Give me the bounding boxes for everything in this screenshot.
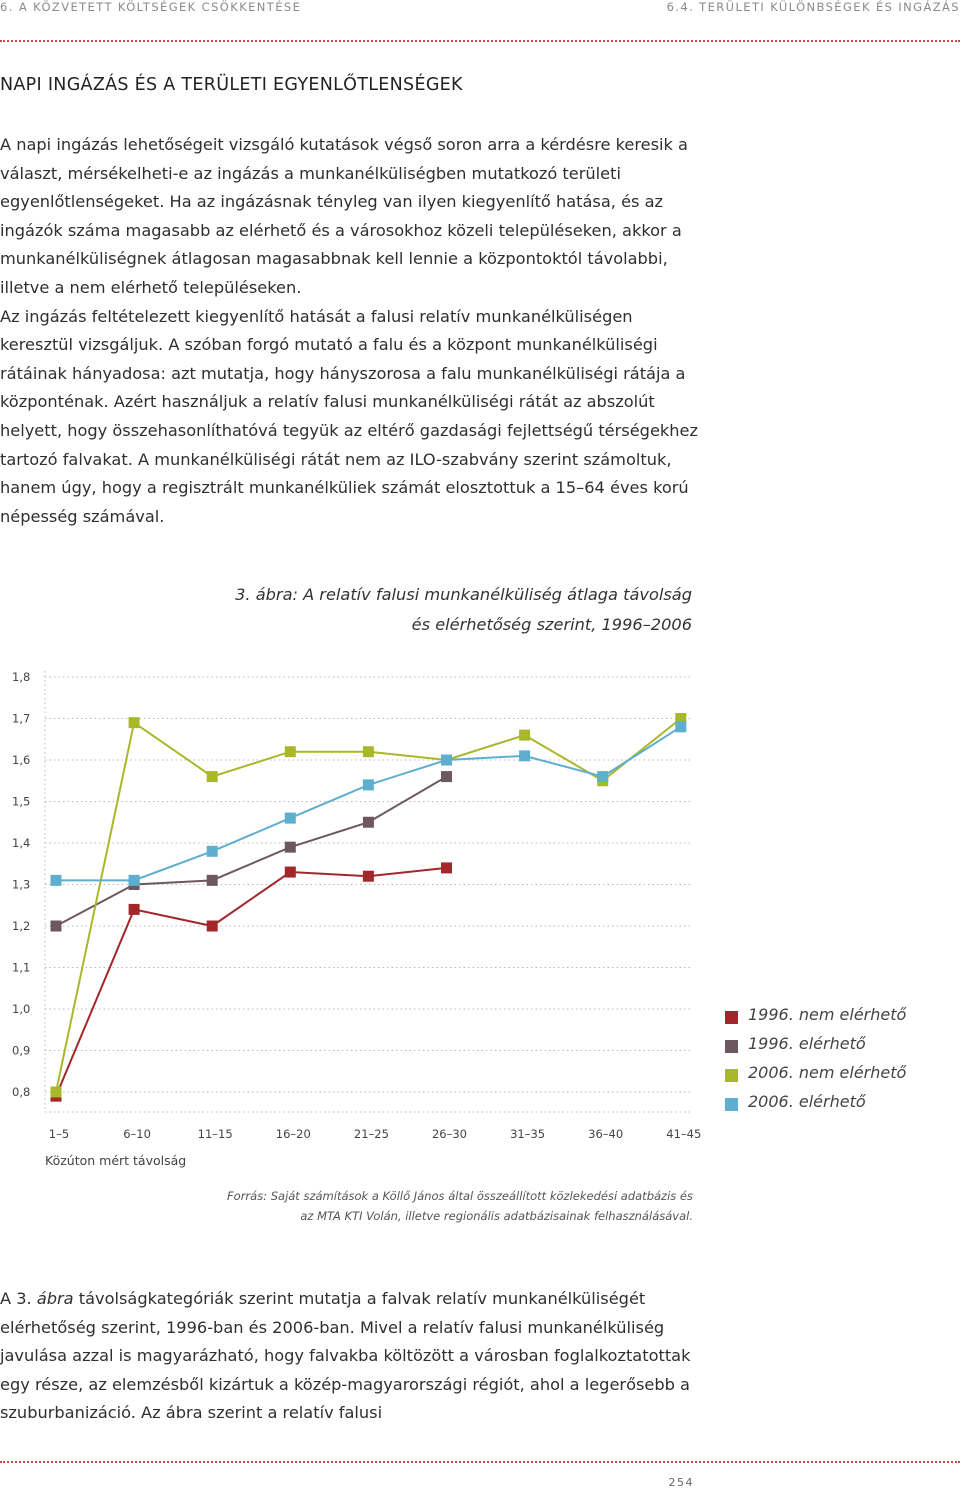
legend-label: 2006. elérhető (748, 1092, 866, 1111)
x-tick-label: 31–35 (510, 1127, 546, 1141)
x-tick-label: 41–45 (666, 1127, 702, 1141)
data-point (285, 842, 296, 853)
figure-caption-line-2: és elérhetőség szerint, 1996–2006 (411, 615, 692, 634)
series-line (56, 719, 681, 1093)
y-tick-label: 0,8 (12, 1085, 31, 1099)
legend-item (722, 1062, 960, 1091)
y-tick-label: 1,6 (12, 753, 31, 767)
source-line-1: Forrás: Saját számítások a Köllő János által összeállított közlekedési adatbázis és (227, 1189, 693, 1203)
body-paragraph-1 (0, 131, 700, 531)
series-line (56, 777, 447, 926)
page-number: 254 (668, 1476, 694, 1489)
body-paragraph-2 (0, 1285, 700, 1428)
paragraph-2-rest: távolságkategóriák szerint mutatja a falvak relatív munkanélküliségét elérhetőség szerint, 1996-ban és 2006-ban. Mivel a relatív falusi munkanélküliség javulása azzal is magyarázható, hogy falvakba költözött a városban foglalkoztatottak egy része, az elemzésből kizártuk a közép-magyarországi régiót, ahol a legerősebb a szuburbanizáció. Az ábra szerint a relatív falusi (0, 1289, 691, 1423)
top-divider (0, 40, 960, 42)
series-lines (56, 719, 681, 1097)
x-tick-label: 11–15 (197, 1127, 233, 1141)
bottom-divider (0, 1461, 960, 1463)
chart-legend (722, 1004, 960, 1120)
data-point (285, 746, 296, 757)
data-point (129, 904, 140, 915)
axis-labels (12, 670, 701, 1168)
data-point (441, 755, 452, 766)
legend-swatch (725, 1011, 738, 1024)
data-point (363, 746, 374, 757)
header-chapter: 6. A KÖZVETETT KÖLTSÉGEK CSÖKKENTÉSE (0, 0, 302, 14)
data-point (51, 1087, 62, 1098)
figure-caption-line-1: 3. ábra: A relatív falusi munkanélküliség átlaga távolság (235, 585, 692, 604)
legend-label: 1996. elérhető (748, 1034, 866, 1053)
legend-item (722, 1033, 960, 1062)
source-line-2: az MTA KTI Volán, illetve regionális adatbázisainak felhasználásával. (300, 1208, 693, 1223)
data-point (285, 813, 296, 824)
running-header (0, 0, 960, 14)
data-point (363, 817, 374, 828)
figure-source-note (140, 1187, 693, 1226)
figure-caption (170, 580, 692, 640)
legend-swatch (725, 1069, 738, 1082)
y-tick-label: 1,1 (12, 960, 31, 975)
series-line (56, 868, 447, 1096)
y-tick-label: 1,5 (12, 794, 31, 809)
data-point (519, 730, 530, 741)
data-point (519, 750, 530, 761)
data-point (441, 862, 452, 873)
y-tick-label: 1,7 (12, 711, 31, 726)
legend-swatch (725, 1040, 738, 1053)
data-point (51, 921, 62, 932)
data-point (129, 875, 140, 886)
data-point (363, 779, 374, 790)
x-axis-title: Közúton mért távolság (45, 1153, 187, 1168)
data-point (597, 771, 608, 782)
legend-label: 2006. nem elérhető (748, 1063, 907, 1082)
y-tick-label: 1,0 (12, 1002, 31, 1016)
y-tick-label: 1,8 (12, 670, 31, 684)
data-point (129, 717, 140, 728)
y-tick-label: 1,4 (12, 836, 31, 850)
data-point (207, 921, 218, 932)
y-tick-label: 1,3 (12, 877, 31, 892)
x-tick-label: 1–5 (48, 1127, 70, 1141)
axes (45, 671, 692, 1112)
data-point (363, 871, 374, 882)
header-section: 6.4. TERÜLETI KÜLÖNBSÉGEK ÉS INGÁZÁS (666, 0, 960, 14)
legend-label: 1996. nem elérhető (748, 1005, 907, 1024)
data-point (675, 721, 686, 732)
x-tick-label: 26–30 (431, 1127, 468, 1141)
x-tick-label: 36–40 (588, 1127, 624, 1141)
section-title: NAPI INGÁZÁS ÉS A TERÜLETI EGYENLŐTLENSÉGEK (0, 75, 463, 95)
x-tick-label: 16–20 (275, 1127, 311, 1141)
y-tick-label: 1,2 (12, 919, 31, 933)
data-point (207, 846, 218, 857)
x-tick-label: 21–25 (353, 1127, 389, 1141)
data-point (441, 771, 452, 782)
paragraph-1-part-2: Az ingázás feltételezett kiegyenlítő hatását a falusi relatív munkanélküliségen keresztül vizsgáljuk. A szóban forgó mutató a falu és a központ munkanélküliségi rátáinak hányadosa: azt mutatja, hogy hányszorosa a falu munkanélküliségi rátája a központénak. Azért használjuk a relatív falusi munkanélküliségi rátát az abszolút helyett, hogy összehasonlíthatóvá tegyük az eltérő gazdasági fejlettségű térségekhez tartozó falvakat. A munkanélküliségi rátát nem az ILO-szabvány szerint számoltuk, hanem úgy, hogy a regisztrált munkanélküliek számát elosztottuk a 15–64 éves korú népesség számával. (0, 306, 699, 526)
data-point (207, 875, 218, 886)
paragraph-2-prefix: A 3. (0, 1289, 37, 1308)
legend-item (722, 1004, 960, 1033)
paragraph-2-italic: ábra (36, 1289, 74, 1308)
legend-item (722, 1091, 960, 1120)
data-point (51, 875, 62, 886)
paragraph-1-part-1: A napi ingázás lehetőségeit vizsgáló kutatások végső soron arra a kérdésre keresik a választ, mérsékelheti-e az ingázás a munkanélküliségben mutatkozó területi egyenlőtlenségeket. Ha az ingázásnak tényleg van ilyen kiegyenlítő hatása, és az ingázók száma magasabb az elérhető és a városokhoz közeli településeken, akkor a munkanélküliségnek átlagosan magasabbnak kell lennie a központoktól távolabbi, illetve a nem elérhető településeken. (0, 135, 688, 297)
series-markers (51, 713, 687, 1102)
data-point (207, 771, 218, 782)
y-tick-label: 0,9 (12, 1043, 31, 1058)
legend-swatch (725, 1098, 738, 1111)
x-tick-label: 6–10 (123, 1127, 151, 1141)
data-point (285, 867, 296, 878)
